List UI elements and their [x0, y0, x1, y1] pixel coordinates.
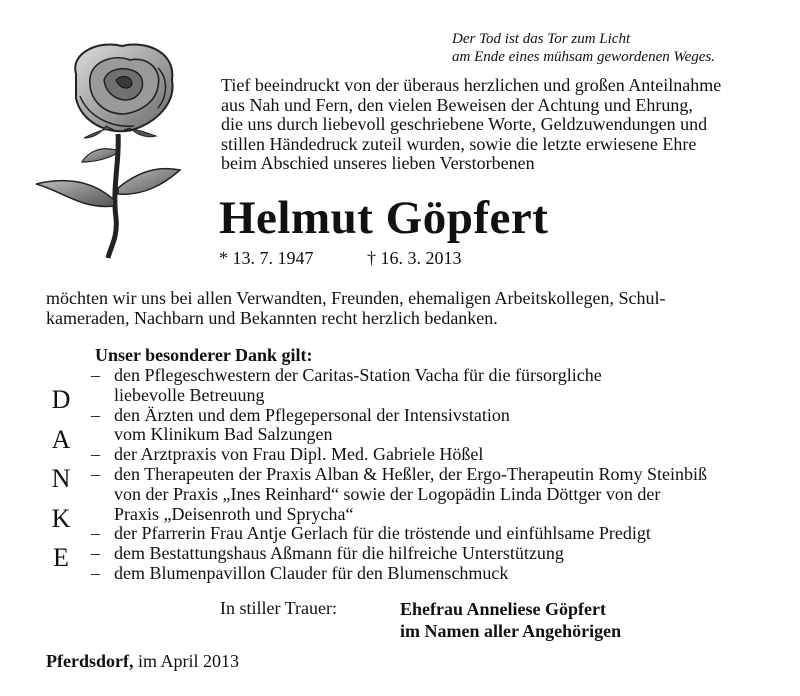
list-item-text: vom Klinikum Bad Salzungen — [114, 424, 333, 445]
deceased-name: Helmut Göpfert — [219, 192, 549, 244]
list-dash: – — [91, 523, 100, 544]
intro-line: beim Abschied unseres lieben Verstorbenen — [221, 153, 535, 173]
list-dash: – — [91, 463, 100, 484]
list-item — [91, 366, 711, 386]
list-item-text: der Pfarrerin Frau Antje Gerlach für die tröstende und einfühlsame Predigt — [114, 523, 651, 544]
list-item-text: den Ärzten und dem Pflegepersonal der Intensivstation — [114, 404, 510, 425]
list-item — [91, 544, 711, 564]
signer-line: im Namen aller Angehörigen — [400, 621, 622, 641]
birth-date: * 13. 7. 1947 — [219, 248, 314, 268]
list-item-text: den Pflegeschwestern der Caritas-Station Vacha für die fürsorgliche — [114, 365, 602, 385]
special-thanks-list — [91, 366, 711, 584]
death-date: † 16. 3. 2013 — [367, 248, 462, 268]
epigraph-quote — [452, 30, 772, 66]
list-item-text: Praxis „Deisenroth und Sprycha“ — [114, 503, 354, 524]
intro-paragraph — [221, 76, 753, 174]
list-item-text: liebevolle Betreuung — [114, 384, 265, 405]
thanks-line: möchten wir uns bei allen Verwandten, Freunden, ehemaligen Arbeitskollegen, Schul- — [46, 288, 666, 308]
signer-line: Ehefrau Anneliese Göpfert — [400, 599, 606, 619]
place-and-date — [46, 651, 239, 671]
list-item — [91, 386, 711, 406]
list-item — [91, 505, 711, 525]
danke-letter: K — [51, 503, 71, 533]
thanks-line: kameraden, Nachbarn und Bekannten recht herzlich bedanken. — [46, 308, 498, 328]
list-item — [91, 425, 711, 445]
intro-line: die uns durch liebevoll geschriebene Worte, Geldzuwendungen und — [221, 114, 708, 134]
danke-vertical-word — [46, 380, 76, 578]
mourning-label: In stiller Trauer: — [220, 598, 337, 618]
list-dash: – — [91, 404, 100, 425]
life-dates — [219, 248, 462, 268]
intro-line: aus Nah und Fern, den vielen Beweisen der Achtung und Ehrung, — [221, 94, 693, 115]
list-item — [91, 445, 711, 465]
danke-letter: E — [53, 543, 69, 572]
list-item-text: dem Blumenpavillon Clauder für den Blumenschmuck — [114, 562, 509, 583]
list-item-text: der Arztpraxis von Frau Dipl. Med. Gabriele Hößel — [114, 444, 484, 465]
rose-icon — [30, 38, 220, 260]
list-item-text: dem Bestattungshaus Aßmann für die hilfreiche Unterstützung — [114, 543, 564, 564]
list-item-text: den Therapeuten der Praxis Alban & Heßler, der Ergo-Therapeutin Romy Steinbiß — [114, 463, 707, 484]
list-item — [91, 524, 711, 544]
intro-line: stillen Händedruck zuteil wurden, sowie die letzte erwiesene Ehre — [221, 133, 697, 154]
list-dash: – — [91, 365, 100, 385]
intro-line: Tief beeindruckt von der überaus herzlichen und großen Anteilnahme — [221, 75, 722, 95]
danke-letter: A — [51, 424, 71, 454]
signers — [400, 598, 621, 642]
danke-letter: N — [51, 464, 71, 493]
list-item-text: von der Praxis „Ines Reinhard“ sowie der Logopädin Linda Döttger von der — [114, 483, 661, 504]
quote-line: am Ende eines mühsam gewordenen Weges. — [452, 49, 716, 65]
danke-letter: D — [51, 385, 71, 414]
special-thanks-title: Unser besonderer Dank gilt: — [95, 345, 313, 365]
thanks-paragraph — [46, 288, 756, 328]
list-item — [91, 406, 711, 426]
list-dash: – — [91, 444, 100, 465]
list-item — [91, 485, 711, 505]
list-item — [91, 465, 711, 485]
quote-line: Der Tod ist das Tor zum Licht — [452, 31, 631, 47]
list-dash: – — [91, 562, 100, 583]
list-dash: – — [91, 543, 100, 564]
list-item — [91, 564, 711, 584]
place-date: im April 2013 — [133, 651, 239, 671]
place-town: Pferdsdorf, — [46, 651, 134, 671]
